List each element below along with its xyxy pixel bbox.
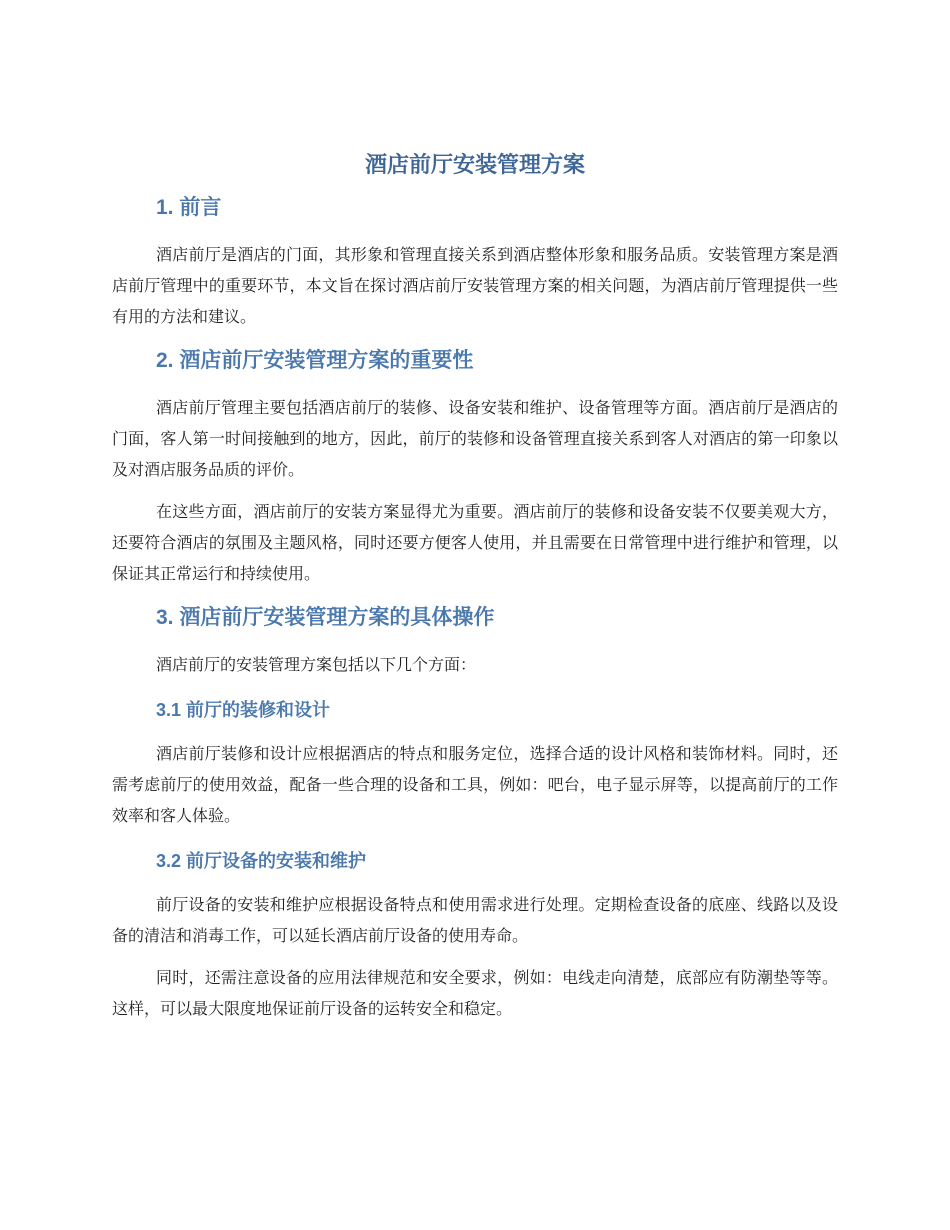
section-heading-operations: 3. 酒店前厅安装管理方案的具体操作 bbox=[156, 606, 495, 629]
paragraph: 酒店前厅管理主要包括酒店前厅的装修、设备安装和维护、设备管理等方面。酒店前厅是酒店的门面，客人第一时间接触到的地方，因此，前厅的装修和设备管理直接关系到客人对酒店的第一印象以及对酒店服务品质的评价。 bbox=[112, 398, 838, 479]
paragraph: 同时，还需注意设备的应用法律规范和安全要求，例如：电线走向清楚，底部应有防潮垫等等。这样，可以最大限度地保证前厅设备的运转安全和稳定。 bbox=[112, 968, 838, 1018]
subsection-heading-equipment: 3.2 前厅设备的安装和维护 bbox=[156, 851, 367, 871]
paragraph: 前厅设备的安装和维护应根据设备特点和使用需求进行处理。定期检查设备的底座、线路以及设备的清洁和消毒工作，可以延长酒店前厅设备的使用寿命。 bbox=[112, 895, 838, 945]
paragraph: 酒店前厅是酒店的门面，其形象和管理直接关系到酒店整体形象和服务品质。安装管理方案是酒店前厅管理中的重要环节，本文旨在探讨酒店前厅安装管理方案的相关问题，为酒店前厅管理提供一些有用的方法和建议。 bbox=[112, 245, 838, 326]
document-title: 酒店前厅安装管理方案 bbox=[364, 152, 585, 177]
subsection-heading-decoration: 3.1 前厅的装修和设计 bbox=[156, 700, 331, 720]
section-heading-preface: 1. 前言 bbox=[156, 196, 222, 219]
paragraph: 在这些方面，酒店前厅的安装方案显得尤为重要。酒店前厅的装修和设备安装不仅要美观大方，还要符合酒店的氛围及主题风格，同时还要方便客人使用，并且需要在日常管理中进行维护和管理，以保证其正常运行和持续使用。 bbox=[112, 502, 838, 583]
paragraph: 酒店前厅装修和设计应根据酒店的特点和服务定位，选择合适的设计风格和装饰材料。同时，还需考虑前厅的使用效益，配备一些合理的设备和工具，例如：吧台，电子显示屏等，以提高前厅的工作效率和客人体验。 bbox=[112, 744, 838, 825]
section-heading-importance: 2. 酒店前厅安装管理方案的重要性 bbox=[156, 349, 474, 372]
paragraph: 酒店前厅的安装管理方案包括以下几个方面： bbox=[156, 655, 477, 674]
